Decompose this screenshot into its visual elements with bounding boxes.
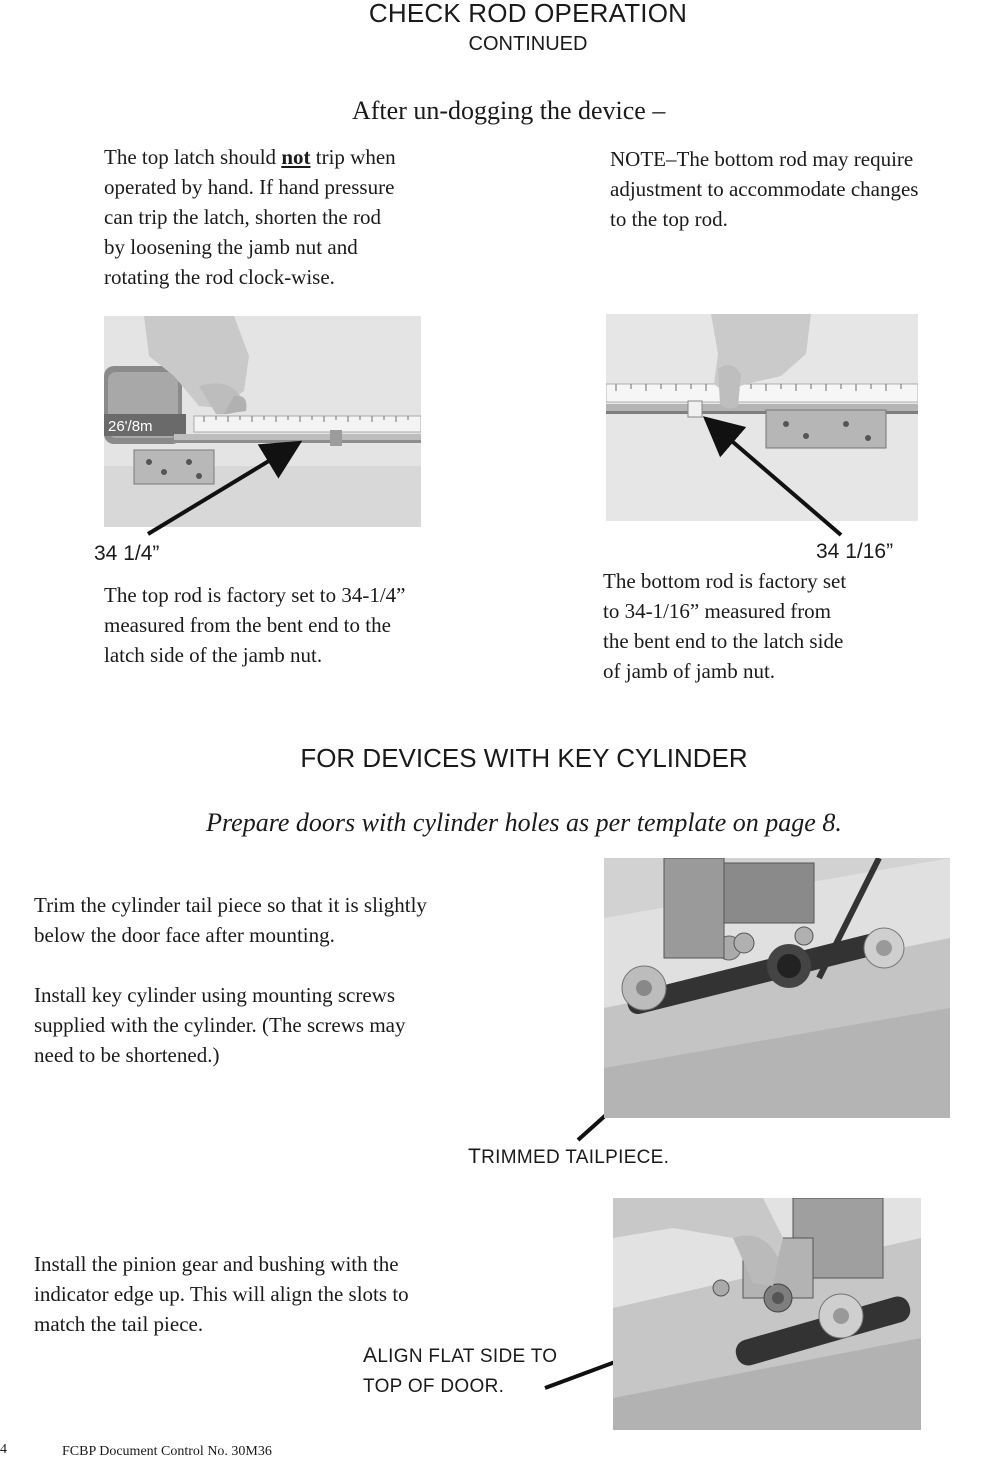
pinion-gear-text: Install the pinion gear and bushing with the indicator edge up. This will align the slots to match the tail piece. xyxy=(34,1252,409,1336)
trimmed-tailpiece-label: TRIMMED TAILPIECE. xyxy=(468,1145,670,1168)
pinion-gear-photo xyxy=(613,1198,921,1430)
bottom-rod-caption: The bottom rod is factory set to 34-1/16” measured from the bent end to the latch side of jamb of jamb nut. xyxy=(603,569,847,683)
cylinder-hole-instruction: Prepare doors with cylinder holes as per template on page 8. xyxy=(206,808,842,837)
document-control-number: FCBP Document Control No. 30M36 xyxy=(62,1444,272,1459)
key-cylinder-heading: FOR DEVICES WITH KEY CYLINDER xyxy=(300,743,748,773)
top-rod-arrow xyxy=(148,447,292,534)
bottom-rod-note: NOTE–The bottom rod may require adjustment to accommodate changes to the top rod. xyxy=(610,147,919,231)
top-of-door-label: TOP OF DOOR. xyxy=(363,1376,505,1397)
bottom-rod-measurement: 34 1/16” xyxy=(816,540,894,563)
bottom-rod-arrow xyxy=(712,424,841,535)
top-rod-measurement: 34 1/4” xyxy=(94,542,160,565)
page-number: 4 xyxy=(0,1442,7,1457)
top-rod-caption: The top rod is factory set to 34-1/4” measured from the bent end to the latch side of the jamb nut. xyxy=(104,583,406,667)
page-subtitle: CONTINUED xyxy=(468,33,588,55)
page-title: CHECK ROD OPERATION xyxy=(368,0,688,28)
install-cylinder-text: Install key cylinder using mounting screws supplied with the cylinder. (The screws may need to be shortened.) xyxy=(34,983,406,1067)
section-intro: After un-dogging the device – xyxy=(352,96,666,125)
trim-tailpiece-text: Trim the cylinder tail piece so that it is slightly below the door face after mounting. xyxy=(34,893,427,947)
key-cylinder-photo xyxy=(604,858,950,1118)
align-flat-side-label: ALIGN FLAT SIDE TO xyxy=(363,1344,558,1367)
emphasis-not: not xyxy=(281,145,311,169)
tape-label: 26'/8m xyxy=(108,418,153,435)
top-latch-paragraph: The top latch should not trip when operated by hand. If hand pressure can trip the latch, shorten the rod by loosening the jamb nut and rotating the rod clock-wise. xyxy=(104,145,396,289)
